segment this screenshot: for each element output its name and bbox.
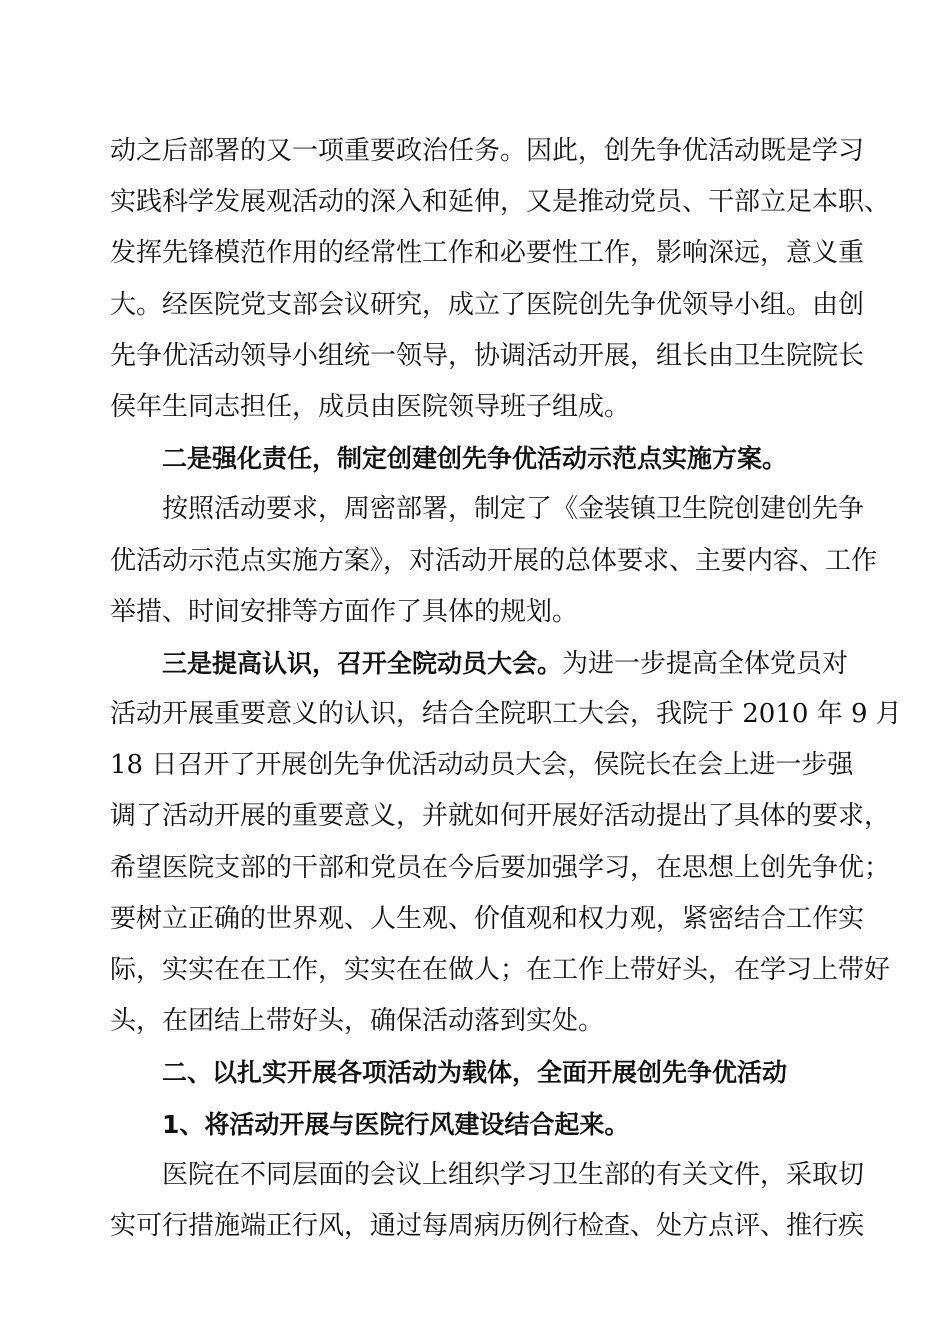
body-line: 大。经医院党支部会议研究，成立了医院创先争优领导小组。由创 (110, 289, 865, 320)
body-line: 际，实实在在工作，实实在在做人；在工作上带好头，在学习上带好 (110, 955, 891, 985)
body-line: 先争优活动领导小组统一领导，协调活动开展，组长由卫生院院长 (110, 340, 865, 371)
body-line: 希望医院支部的干部和党员在今后要加强学习，在思想上创先争优； (110, 852, 891, 883)
body-line: 发挥先锋模范作用的经常性工作和必要性工作，影响深远，意义重 (110, 238, 865, 269)
section-subheading: 二是强化责任，制定创建创先争优活动示范点实施方案。 (162, 444, 788, 474)
paragraph-first-line (110, 638, 850, 689)
section-subheading: 1、将活动开展与医院行风建设结合起来。 (162, 1109, 630, 1139)
body-line: 实可行措施端正行风，通过每周病历例行检查、处方点评、推行疾 (110, 1210, 865, 1241)
body-line: 动之后部署的又一项重要政治任务。因此，创先争优活动既是学习 (110, 136, 865, 166)
body-line: 实践科学发展观活动的深入和延伸，又是推动党员、干部立足本职、 (110, 187, 891, 218)
document-body (110, 126, 902, 1252)
body-line: 调了活动开展的重要意义，并就如何开展好活动提出了具体的要求， (110, 801, 891, 832)
inline-body-text: 为进一步提高全体党员对 (562, 648, 849, 679)
body-line: 举措、时间安排等方面作了具体的规划。 (110, 596, 579, 627)
paragraph-first-line: 医院在不同层面的会议上组织学习卫生部的有关文件，采取切 (162, 1159, 865, 1190)
body-line: 活动开展重要意义的认识，结合全院职工大会，我院于 2010 年 9 月 (110, 699, 902, 730)
paragraph-first-line: 按照活动要求，周密部署，制定了《金装镇卫生院创建创先争 (162, 494, 865, 525)
section-heading: 二、以扎实开展各项活动为载体，全面开展创先争优活动 (162, 1058, 788, 1088)
body-line: 头，在团结上带好头，确保活动落到实处。 (110, 1006, 605, 1037)
inline-bold-heading: 三是提高认识，召开全院动员大会。 (162, 648, 563, 678)
body-line: 优活动示范点实施方案》，对活动开展的总体要求、主要内容、工作 (110, 545, 878, 576)
body-line: 18 日召开了开展创先争优活动动员大会，侯院长在会上进一步强 (110, 750, 854, 781)
body-line: 侯年生同志担任，成员由医院领导班子组成。 (110, 391, 631, 422)
body-line: 要树立正确的世界观、人生观、价值观和权力观，紧密结合工作实 (110, 903, 865, 934)
